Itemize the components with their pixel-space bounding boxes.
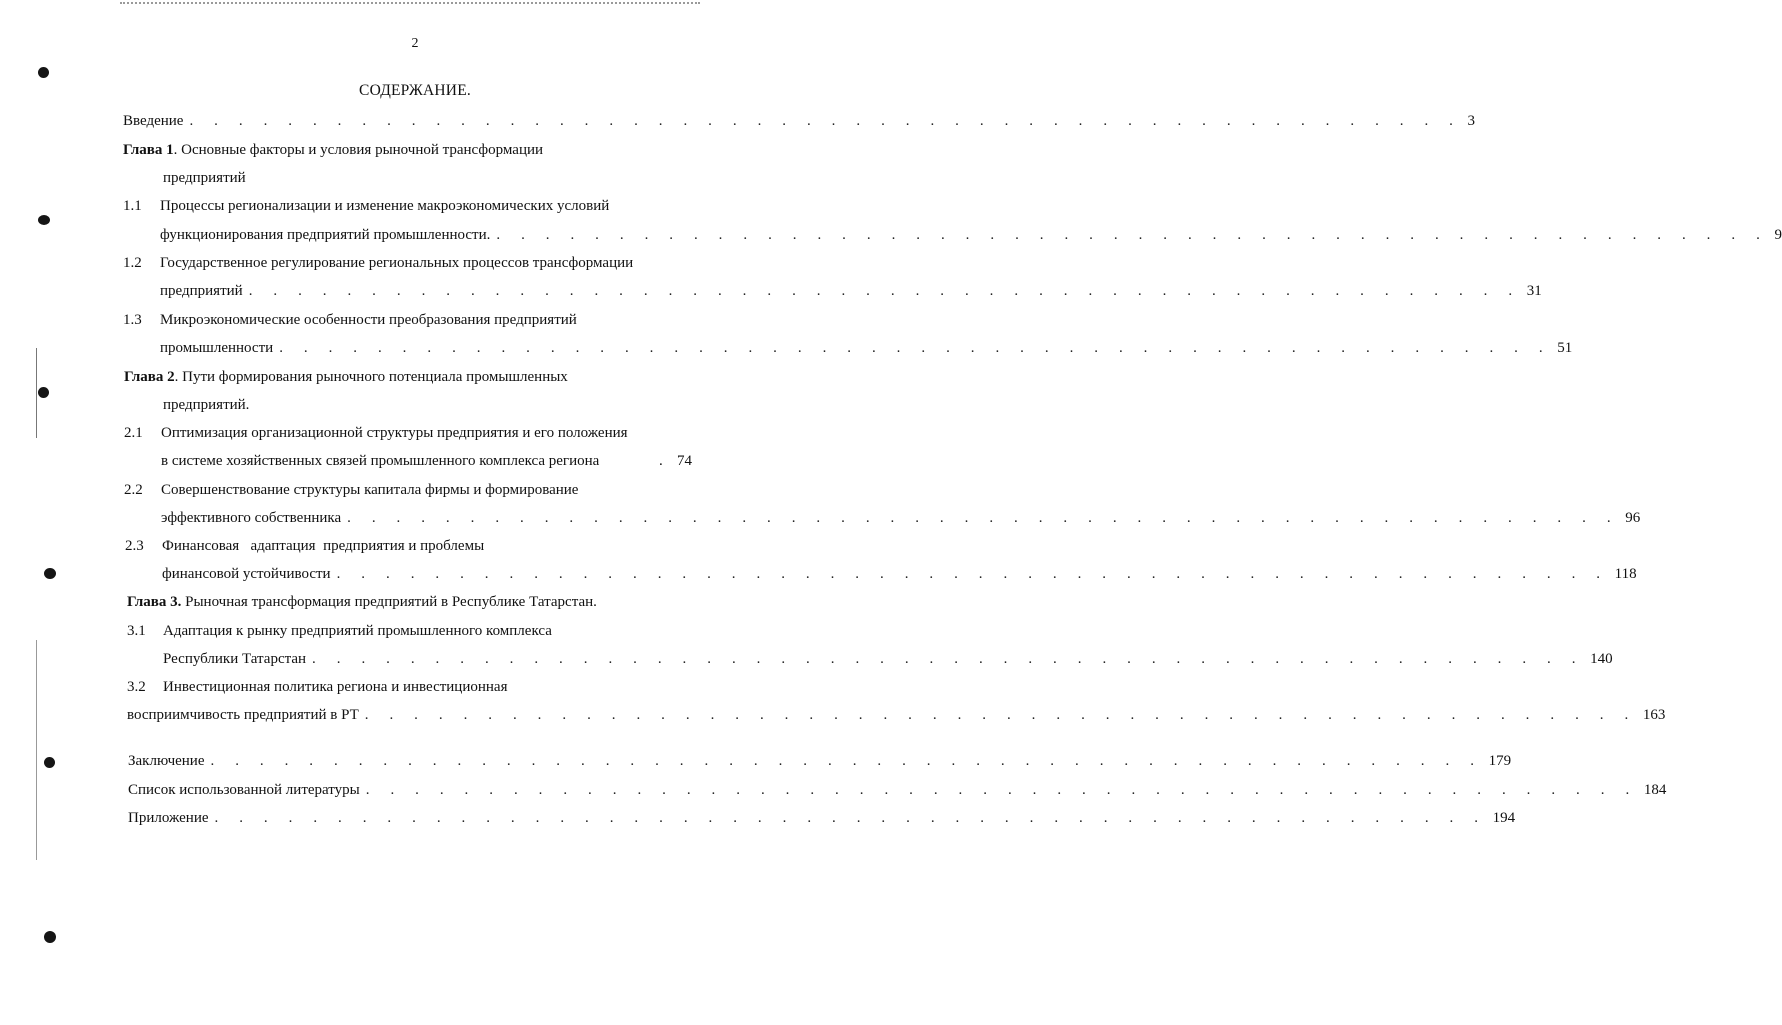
toc-entry-1-2[interactable] xyxy=(160,281,1542,301)
chapter-1-heading-cont: предприятий xyxy=(163,170,246,186)
section-1-1-title[interactable]: Процессы регионализации и изменение макроэкономических условий xyxy=(160,198,610,214)
entry-text: Введение xyxy=(123,113,184,129)
dot-leader: . . . . . . . . . . . . . . . . . . . . . . . . . . . . . . . . . . . . . . . . . . . . . . . . . . . . xyxy=(214,810,1487,826)
scan-edge-line xyxy=(36,640,37,860)
chapter-1-heading[interactable] xyxy=(123,140,543,160)
binder-hole-mark xyxy=(44,931,56,943)
chapter-2-heading[interactable] xyxy=(124,367,568,387)
entry-text: Список использованной литературы xyxy=(128,782,360,798)
toc-entry-intro[interactable] xyxy=(123,111,1476,131)
section-number: 3.2 xyxy=(127,679,146,695)
section-2-1-title[interactable]: Оптимизация организационной структуры предприятия и его положения xyxy=(161,425,628,441)
toc-entry-2-1[interactable] xyxy=(161,451,599,471)
section-number: 1.1 xyxy=(123,198,142,214)
page-ref: 140 xyxy=(1590,651,1613,667)
dot-leader: . xyxy=(659,453,663,469)
dot-leader: . . . . . . . . . . . . . . . . . . . . . . . . . . . . . . . . . . . . . . . . . . . . . . . . . . . . xyxy=(189,113,1462,129)
binder-hole-mark xyxy=(38,67,49,78)
page-ref: 74 xyxy=(677,453,692,469)
dot-leader: . . . . . . . . . . . . . . . . . . . . . . . . . . . . . . . . . . . . . . . . . . . . . . . . . . . . xyxy=(347,510,1620,526)
toc-entry-3-2[interactable] xyxy=(127,705,1666,725)
page-number: 2 xyxy=(411,36,419,51)
chapter-label: Глава 3. xyxy=(127,594,182,610)
toc-entry-3-1[interactable] xyxy=(163,649,1613,669)
toc-entry-references[interactable] xyxy=(128,780,1667,800)
page-ref: 179 xyxy=(1488,753,1512,769)
chapter-label: Глава 1 xyxy=(123,142,174,158)
chapter-title: . Пути формирования рыночного потенциала промышленных xyxy=(174,369,568,385)
page-ref: 118 xyxy=(1614,566,1637,582)
entry-text: функционирования предприятий промышленности. xyxy=(160,227,491,243)
page-ref: 194 xyxy=(1492,810,1516,826)
entry-text: Республики Татарстан xyxy=(163,651,307,667)
binder-hole-mark xyxy=(38,215,50,225)
section-3-1-title[interactable]: Адаптация к рынку предприятий промышленного комплекса xyxy=(163,623,552,639)
section-1-2-title[interactable]: Государственное регулирование региональных процессов трансформации xyxy=(160,255,634,271)
chapter-title: . Основные факторы и условия рыночной трансформации xyxy=(173,142,544,158)
page-ref: 163 xyxy=(1642,707,1666,723)
toc-entry-2-3[interactable] xyxy=(162,564,1637,584)
entry-text: Приложение xyxy=(128,810,209,826)
page-ref: 9 xyxy=(1774,227,1782,243)
scan-edge-line xyxy=(36,348,37,438)
page-ref: 184 xyxy=(1643,782,1667,798)
toc-title: СОДЕРЖАНИЕ. xyxy=(359,82,471,99)
section-number: 2.1 xyxy=(124,425,143,441)
section-3-2-title[interactable]: Инвестиционная политика региона и инвестиционная xyxy=(163,679,508,695)
section-number: 2.2 xyxy=(124,482,143,498)
dot-leader: . . . . . . . . . . . . . . . . . . . . . . . . . . . . . . . . . . . . . . . . . . . . . . . . . . . . xyxy=(210,753,1483,769)
dot-leader: . . . . . . . . . . . . . . . . . . . . . . . . . . . . . . . . . . . . . . . . . . . . . . . . . . . . xyxy=(312,651,1585,667)
dot-leader: . . . . . . . . . . . . . . . . . . . . . . . . . . . . . . . . . . . . . . . . . . . . . . . . . . . . xyxy=(248,283,1521,299)
section-number: 2.3 xyxy=(125,538,144,554)
toc-entry-1-3[interactable] xyxy=(160,338,1573,358)
page-ref: 51 xyxy=(1557,340,1573,356)
dot-leader: . . . . . . . . . . . . . . . . . . . . . . . . . . . . . . . . . . . . . . . . . . . . . . . . . . . . xyxy=(336,566,1609,582)
toc-entry-2-2[interactable] xyxy=(161,508,1641,528)
dot-leader: . . . . . . . . . . . . . . . . . . . . . . . . . . . . . . . . . . . . . . . . . . . . . . . . . . . . xyxy=(496,227,1769,243)
chapter-title: Рыночная трансформация предприятий в Республике Татарстан. xyxy=(181,594,597,610)
chapter-3-heading[interactable] xyxy=(127,592,597,612)
binder-hole-mark xyxy=(38,387,49,398)
entry-text: эффективного собственника xyxy=(161,510,342,526)
chapter-label: Глава 2 xyxy=(124,369,175,385)
section-2-3-title[interactable]: Финансовая адаптация предприятия и проблемы xyxy=(162,538,485,554)
section-number: 1.3 xyxy=(123,312,142,328)
dot-leader: . . . . . . . . . . . . . . . . . . . . . . . . . . . . . . . . . . . . . . . . . . . . . . . . . . . . xyxy=(364,707,1637,723)
entry-text: Заключение xyxy=(128,753,205,769)
page-ref: 3 xyxy=(1467,113,1476,129)
toc-entry-conclusion[interactable] xyxy=(128,751,1512,771)
dot-leader: . . . . . . . . . . . . . . . . . . . . . . . . . . . . . . . . . . . . . . . . . . . . . . . . . . . . xyxy=(365,782,1638,798)
page-ref: 96 xyxy=(1625,510,1641,526)
section-2-2-title[interactable]: Совершенствование структуры капитала фирмы и формирование xyxy=(161,482,579,498)
section-number: 1.2 xyxy=(123,255,142,271)
entry-text: финансовой устойчивости xyxy=(162,566,331,582)
binder-hole-mark xyxy=(44,568,56,579)
section-number: 3.1 xyxy=(127,623,146,639)
toc-entry-appendix[interactable] xyxy=(128,808,1516,828)
chapter-2-heading-cont: предприятий. xyxy=(163,397,250,413)
entry-text: промышленности xyxy=(160,340,274,356)
dot-leader: . . . . . . . . . . . . . . . . . . . . . . . . . . . . . . . . . . . . . . . . . . . . . . . . . . . . xyxy=(279,340,1552,356)
toc-entry-1-1[interactable] xyxy=(160,225,1782,245)
page-ref: 31 xyxy=(1526,283,1542,299)
entry-text: предприятий xyxy=(160,283,243,299)
entry-text: в системе хозяйственных связей промышленного комплекса региона xyxy=(161,453,600,469)
entry-text: восприимчивость предприятий в РТ xyxy=(127,707,359,723)
section-1-3-title[interactable]: Микроэкономические особенности преобразования предприятий xyxy=(160,312,577,328)
binder-hole-mark xyxy=(44,757,55,768)
scan-edge-artifact xyxy=(120,2,700,4)
